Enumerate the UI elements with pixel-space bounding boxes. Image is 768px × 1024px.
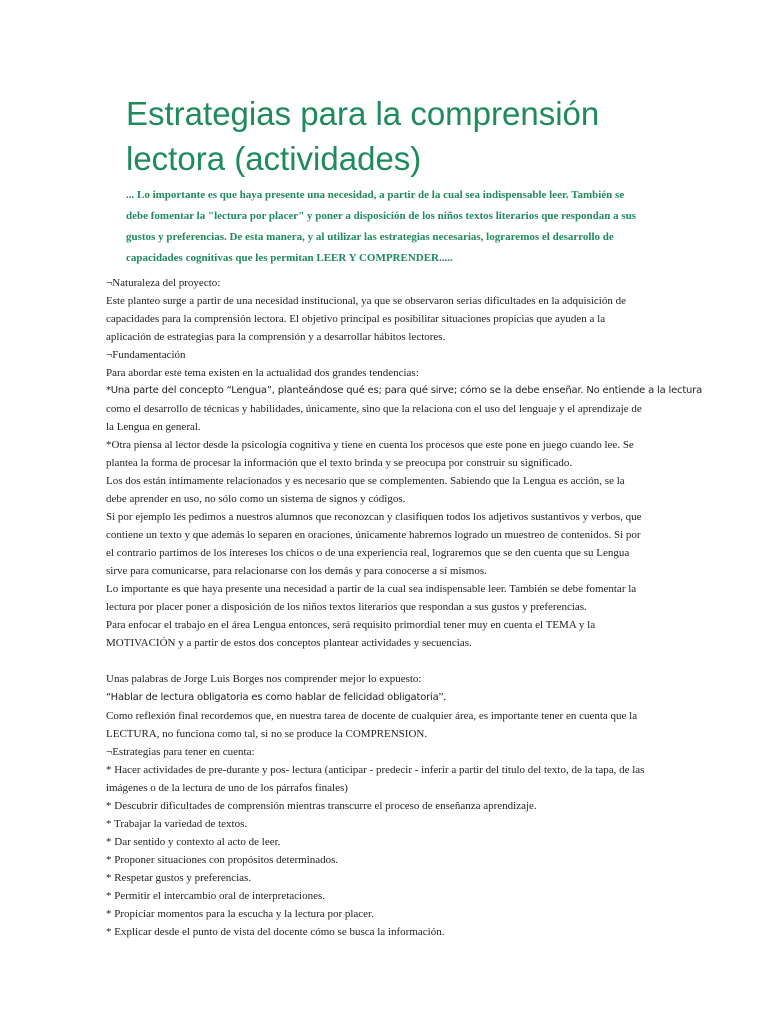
intro-paragraph: ... Lo importante es que haya presente una necesidad, a partir de la cual sea indispensable leer. También se debe fomentar la "lectura por placer" y poner a disposición de los niños textos literarios que respondan a sus gustos y preferencias. De esta manera, y al utilizar las estrategias necesarias, lograremos el desarrollo de capacidades cognitivas que les permitan LEER Y COMPRENDER..... [126,189,637,264]
list-item: * Explicar desde el punto de vista del docente cómo se busca la información. [106,926,445,938]
list-item: * Hacer actividades de pre-durante y pos- lectura (anticipar - predecir - inferir a partir del título del texto, de la tapa, de las [106,764,645,776]
body-line: la Lengua en general. [106,421,201,433]
body-line: lectura por placer poner a disposición de los niños textos literarios que respondan a sus gustos y preferencias. [106,601,587,613]
body-line: *Otra piensa al lector desde la psicología cognitiva y tiene en cuenta los procesos que este pone en juego cuando lee. Se [106,439,634,451]
list-item: * Descubrir dificultades de comprensión mientras transcurre el proceso de enseñanza aprendizaje. [106,800,537,812]
body-line: Para enfocar el trabajo en el área Lengua entonces, será requisito primordial tener muy en cuenta el TEMA y la [106,619,596,631]
body-line: Lo importante es que haya presente una necesidad a partir de la cual sea indispensable leer. También se debe fomentar la [106,583,637,595]
list-item: * Propiciar momentos para la escucha y la lectura por placer. [106,908,374,920]
document-title: Estrategias para la comprensión lectora (actividades) [126,95,600,177]
borges-quote-end: ”. [438,691,447,703]
body-line: Si por ejemplo les pedimos a nuestros alumnos que reconozcan y clasifiquen todos los adjetivos sustantivos y verbos, que [106,511,642,523]
body-line: debe aprender en uso, no sólo como un sistema de signos y códigos. [106,493,406,505]
body-line: Este planteo surge a partir de una necesidad institucional, ya que se observaron serias dificultades en la adquisición de [106,295,626,307]
body-line: el contrario partimos de los intereses los chicos o de una experiencia real, lograremos que se den cuenta que su Lengua [106,547,630,559]
body-line: aplicación de estrategias para la comprensión y a desarrollar hábitos lectores. [106,331,446,343]
body-line: como el desarrollo de técnicas y habilidades, únicamente, sino que la relaciona con el uso del lenguaje y el aprendizaje de [106,403,642,415]
borges-quote [106,688,664,707]
list-item: * Proponer situaciones con propósitos determinados. [106,854,339,866]
body-line: Unas palabras de Jorge Luis Borges nos comprender mejor lo expuesto: [106,673,422,685]
borges-quote-text: “Hablar de lectura obligatoria es como hablar de felicidad obligatoria [106,692,439,703]
body-line: plantea la forma de procesar la información que el texto brinda y se preocupa por construir su significado. [106,457,573,469]
section-heading-naturaleza: ¬Naturaleza del proyecto: [106,277,221,289]
list-item: * Dar sentido y contexto al acto de leer. [106,836,281,848]
body-line: Como reflexión final recordemos que, en nuestra tarea de docente de cualquier área, es importante tener en cuenta que la [106,710,638,722]
body-line: LECTURA, no funciona como tal, si no se produce la COMPRENSION. [106,728,428,740]
paragraph-gap [106,652,664,670]
document-body [106,274,703,941]
body-line: MOTIVACIÓN y a partir de estos dos conceptos plantear actividades y secuencias. [106,637,472,649]
body-line: Para abordar este tema existen en la actualidad dos grandes tendencias: [106,367,419,379]
body-line: Los dos están íntimamente relacionados y es necesario que se complementen. Sabiendo que la Lengua es acción, se la [106,475,625,487]
list-item: * Trabajar la variedad de textos. [106,818,248,830]
body-line: sirve para comunicarse, para relacionarse con los demás y para conocerse a sí mismos. [106,565,487,577]
list-item: * Respetar gustos y preferencias. [106,872,252,884]
list-item: * Permitir el intercambio oral de interpretaciones. [106,890,326,902]
body-line-handwritten-style: *Una parte del concepto “Lengua”, planteándose qué es; para qué sirve; cómo se la debe enseñar. No entiende a la lectura [106,385,703,396]
section-heading-estrategias: ¬Estrategias para tener en cuenta: [106,746,255,758]
body-line: contiene un texto y que además lo separen en oraciones, únicamente habremos logrado un muestreo de contenidos. Si por [106,529,641,541]
section-heading-fundamentacion: ¬Fundamentación [106,349,186,361]
body-line: capacidades para la comprensión lectora. El objetivo principal es posibilitar situaciones propicias que ayuden a la [106,313,606,325]
list-item-continuation: imágenes o de la lectura de uno de los párrafos finales) [106,782,348,794]
